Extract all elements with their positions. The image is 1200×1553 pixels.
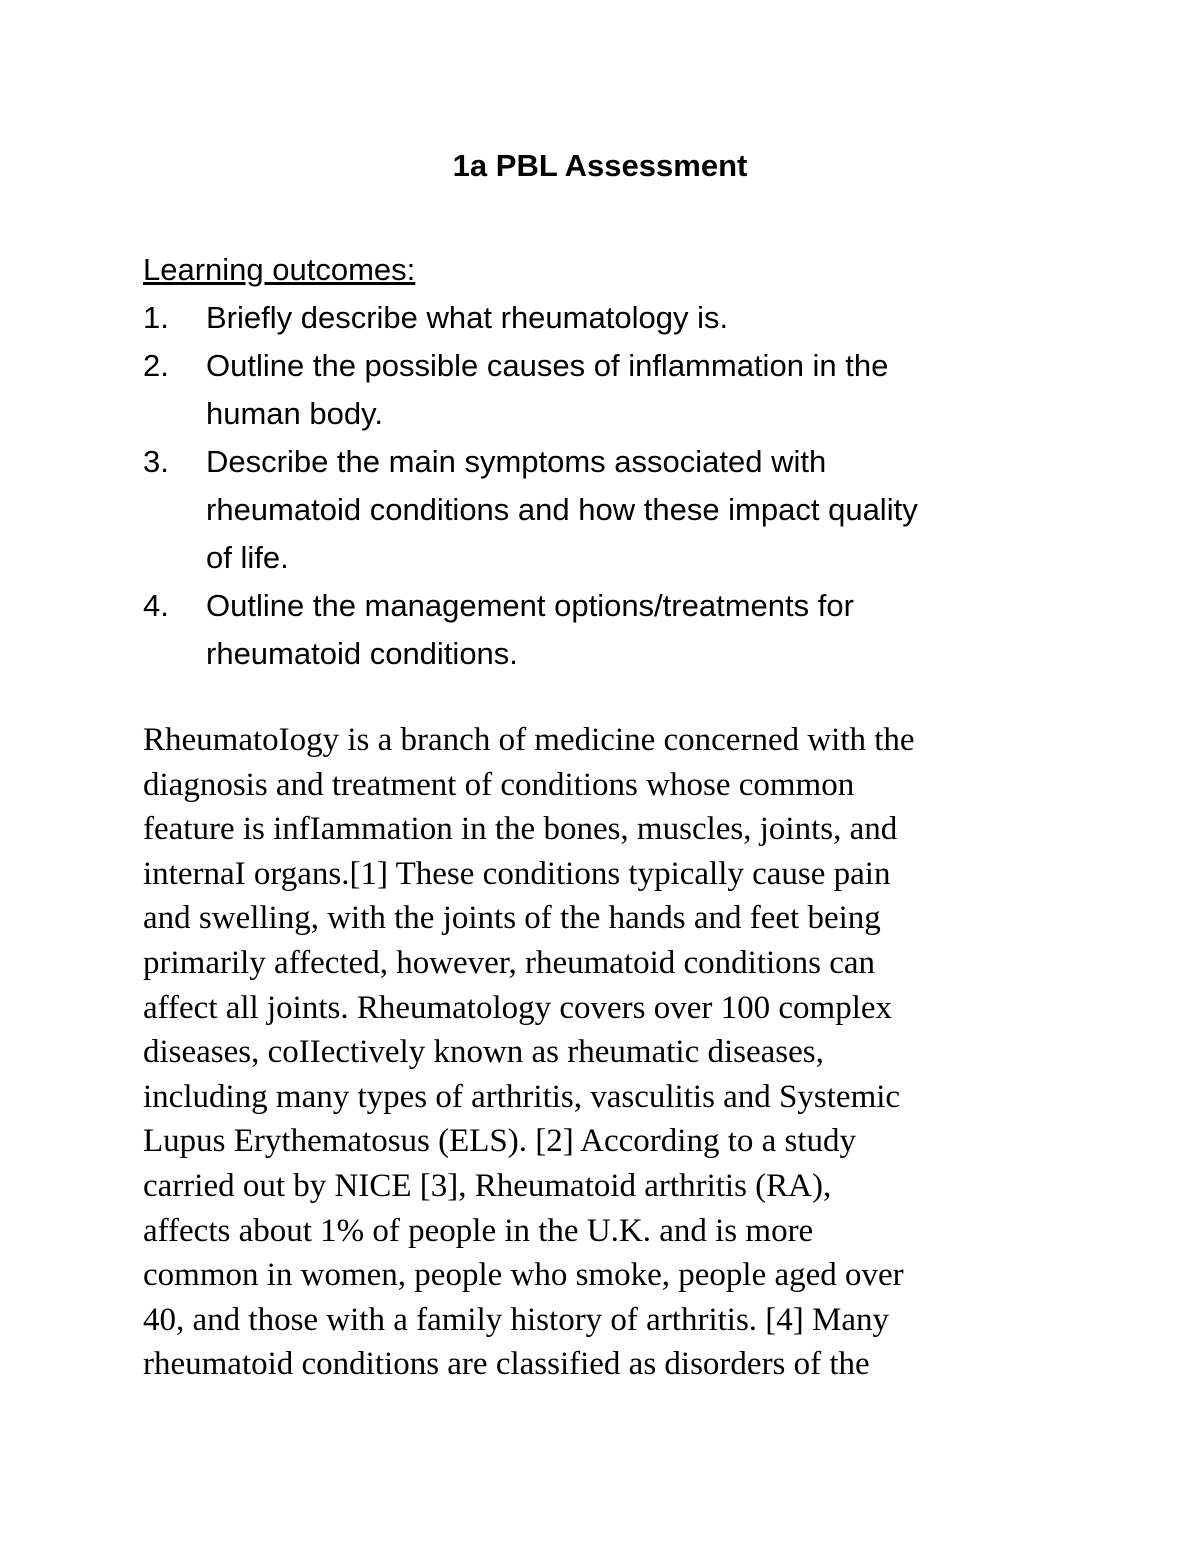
list-item-number: 3. — [143, 444, 169, 479]
paragraph-line: Lupus Erythematosus (ELS). [2] According to a study — [143, 1123, 857, 1160]
paragraph-line: diseases, coIIectively known as rheumatic diseases, — [143, 1034, 824, 1071]
learning-outcomes-section — [143, 246, 1063, 678]
paragraph-line: including many types of arthritis, vasculitis and Systemic — [143, 1078, 901, 1115]
list-item — [143, 438, 1063, 582]
paragraph-line: primarily affected, however, rheumatoid conditions can — [143, 944, 876, 981]
paragraph-line: feature is infIammation in the bones, muscles, joints, and — [143, 811, 898, 848]
list-item — [143, 342, 1063, 438]
paragraph-line: common in women, people who smoke, people aged over — [143, 1257, 904, 1294]
paragraph-line: affect all joints. Rheumatology covers over 100 complex — [143, 989, 893, 1026]
list-item-line: rheumatoid conditions and how these impact quality — [206, 492, 918, 527]
list-item-line: Briefly describe what rheumatology is. — [206, 300, 729, 335]
list-item-line: Describe the main symptoms associated with — [206, 444, 827, 479]
list-item-number: 1. — [143, 300, 169, 335]
learning-outcomes-list — [143, 294, 1063, 678]
paragraph-line: diagnosis and treatment of conditions whose common — [143, 766, 855, 803]
list-item — [143, 582, 1063, 678]
list-item — [143, 294, 1063, 342]
paragraph-line: affects about 1% of people in the U.K. and is more — [143, 1212, 814, 1249]
list-item-number: 4. — [143, 588, 169, 623]
paragraph-line: carried out by NICE [3], Rheumatoid arthritis (RA), — [143, 1167, 832, 1204]
list-item-number: 2. — [143, 348, 169, 383]
list-item-line: Outline the management options/treatments for — [206, 588, 854, 623]
list-item-line: Outline the possible causes of inflammation in the — [206, 348, 889, 383]
paragraph-line: 40, and those with a family history of arthritis. [4] Many — [143, 1301, 890, 1338]
paragraph-line: internaI organs.[1] These conditions typically cause pain — [143, 855, 891, 892]
learning-outcomes-heading: Learning outcomes: — [143, 252, 416, 287]
paragraph-line: rheumatoid conditions are classified as disorders of the — [143, 1346, 870, 1383]
list-item-line: of life. — [206, 540, 289, 575]
document-title: 1a PBL Assessment — [452, 148, 748, 183]
paragraph-line: RheumatoIogy is a branch of medicine concerned with the — [143, 722, 915, 758]
list-item-line: rheumatoid conditions. — [206, 636, 518, 671]
paragraph-line: and swelling, with the joints of the hands and feet being — [143, 900, 881, 937]
body-paragraph — [143, 718, 1073, 1387]
list-item-line: human body. — [206, 396, 383, 431]
